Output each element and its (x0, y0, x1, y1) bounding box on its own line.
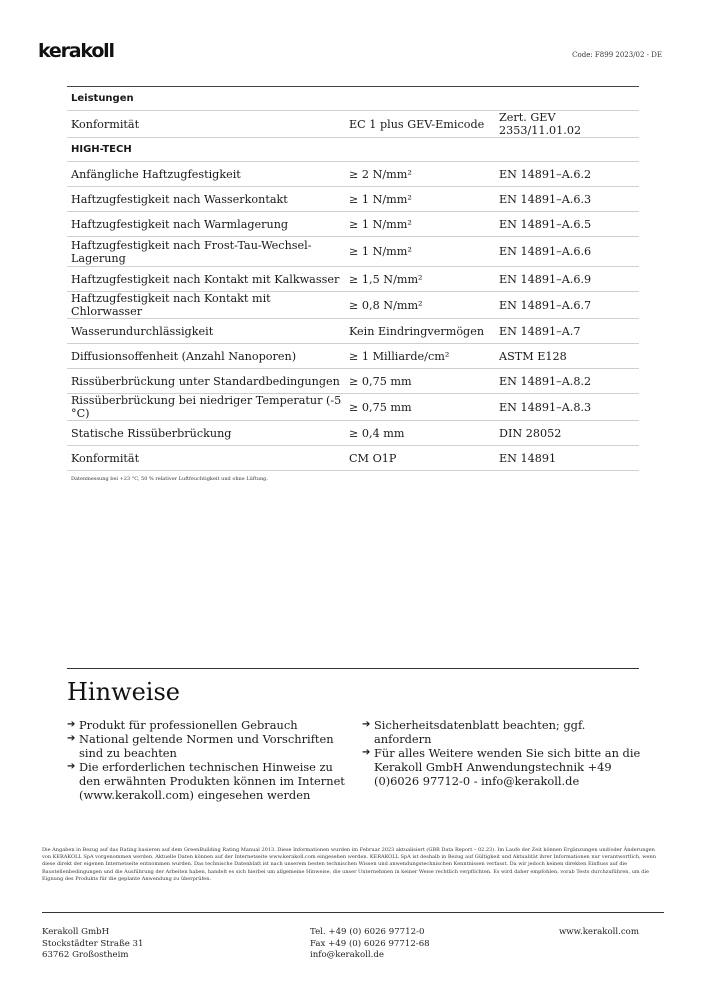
table-row (67, 292, 639, 319)
table-row (67, 267, 639, 292)
section-row-hightech (67, 138, 639, 162)
property-label: Haftzugfestigkeit nach Frost-Tau-Wechsel-Lagerung (67, 237, 345, 267)
property-label: Haftzugfestigkeit nach Warmlagerung (67, 212, 345, 237)
property-value: ≥ 0,8 N/mm² (345, 292, 495, 319)
hinweise-right-column (362, 718, 642, 788)
table-row (67, 369, 639, 394)
property-label: Konformität (67, 446, 345, 471)
section-title-performance: Leistungen (67, 87, 639, 111)
property-value: ≥ 0,75 mm (345, 394, 495, 421)
property-value: Kein Eindringvermögen (345, 319, 495, 344)
property-value: ≥ 1 N/mm² (345, 237, 495, 267)
property-standard: ASTM E128 (495, 344, 639, 369)
footer-email-link[interactable]: info@kerakoll.de (310, 950, 384, 960)
property-label: Haftzugfestigkeit nach Wasserkontakt (67, 187, 345, 212)
table-row (67, 162, 639, 187)
property-standard: EN 14891–A.8.3 (495, 394, 639, 421)
specifications-table (67, 86, 639, 471)
property-value: ≥ 0,4 mm (345, 421, 495, 446)
footer-tel: Tel. +49 (0) 6026 97712-0 (310, 927, 425, 937)
property-label: Statische Rissüberbrückung (67, 421, 345, 446)
property-label: Haftzugfestigkeit nach Kontakt mit Chlorwasser (67, 292, 345, 319)
hinweis-item (67, 760, 352, 802)
property-value: ≥ 0,75 mm (345, 369, 495, 394)
footer-address (42, 927, 143, 962)
property-standard: EN 14891–A.6.6 (495, 237, 639, 267)
hinweis-item (362, 718, 642, 746)
hinweise-left-column (67, 718, 352, 802)
table-row (67, 111, 639, 138)
footer-website-link[interactable]: www.kerakoll.com (558, 927, 639, 937)
arrow-right-icon: ➔ (67, 719, 76, 730)
table-row (67, 319, 639, 344)
table-row (67, 212, 639, 237)
property-standard: EN 14891–A.7 (495, 319, 639, 344)
property-label: Wasserundurchlässigkeit (67, 319, 345, 344)
footer-city: 63762 Großostheim (42, 950, 129, 960)
footer-street: Stockstädter Straße 31 (42, 938, 144, 949)
table-row (67, 187, 639, 212)
table-footnote: Datenmessung bei +23 °C, 50 % relativer Luftfeuchtigkeit und ohne Lüftung. (71, 476, 268, 482)
arrow-right-icon: ➔ (67, 733, 76, 744)
property-standard: Zert. GEV 2353/11.01.02 (495, 111, 639, 138)
property-standard: EN 14891–A.6.7 (495, 292, 639, 319)
property-standard: EN 14891–A.6.3 (495, 187, 639, 212)
arrow-right-icon: ➔ (362, 747, 371, 758)
hinweis-text: Die erforderlichen technischen Hinweise zu den erwähnten Produkten können im Internet (www.kerakoll.com) eingesehen werden (79, 760, 345, 802)
hinweis-text: National geltende Normen und Vorschriften sind zu beachten (79, 732, 334, 760)
footer-company: Kerakoll GmbH (42, 927, 110, 937)
kerakoll-logo: kerakoll (38, 40, 114, 62)
hinweis-text: Produkt für professionellen Gebrauch (79, 718, 298, 732)
hinweis-item (362, 746, 642, 788)
hinweis-item (67, 718, 352, 732)
table-row (67, 394, 639, 421)
property-standard: EN 14891 (495, 446, 639, 471)
footer-fax: Fax +49 (0) 6026 97712-68 (310, 938, 430, 949)
property-label: Haftzugfestigkeit nach Kontakt mit Kalkwasser (67, 267, 345, 292)
footer-web (559, 927, 639, 939)
table-row (67, 344, 639, 369)
footer-contact (310, 927, 430, 962)
property-value: ≥ 1 N/mm² (345, 212, 495, 237)
table-row (67, 237, 639, 267)
section-title-hightech: HIGH-TECH (67, 138, 639, 162)
property-standard: EN 14891–A.6.5 (495, 212, 639, 237)
property-standard: EN 14891–A.6.2 (495, 162, 639, 187)
table-row (67, 446, 639, 471)
hinweise-title: Hinweise (67, 678, 181, 706)
property-standard: DIN 28052 (495, 421, 639, 446)
property-standard: EN 14891–A.6.9 (495, 267, 639, 292)
arrow-right-icon: ➔ (67, 761, 76, 772)
legal-disclaimer: Die Angaben in Bezug auf das Rating basieren auf dem GreenBuilding Rating Manual 2013. Diese Informationen wurden im Februar 2023 aktualisiert (GBR Data Report – 02.23). Im Laufe der Zeit können Ergänzungen und/oder Änderungen von KERAKOLL SpA vorgenommen werden. Aktuelle Daten können auf der Internetseite www.kerakoll.com eingesehen werden. KERAKOLL SpA ist deshalb in Bezug auf Gültigkeit und Aktualität ihrer Informationen nur verantwortlich, wenn diese direkt der eigenen Internetseite entnommen wurden. Das technische Datenblatt ist nach unserem besten technischen Wissen und anwendungstechnischen Kenntnissen verfasst. Da wir jedoch keinen direkten Einfluss auf die Baustellenbedingungen und die Ausführung der Arbeiten haben, handelt es sich hierbei um allgemeine Hinweise, die unser Unternehmen in keiner Weise rechtlich verpflichten. Es wird daher empfohlen, vorab Tests durchzuführen, um die Eignung des Produkts für die geplante Anwendung zu überprüfen. (42, 847, 656, 882)
property-label: Diffusionsoffenheit (Anzahl Nanoporen) (67, 344, 345, 369)
property-value: CM O1P (345, 446, 495, 471)
hinweise-divider (67, 668, 639, 669)
property-label: Anfängliche Haftzugfestigkeit (67, 162, 345, 187)
hinweis-item (67, 732, 352, 760)
property-value: ≥ 2 N/mm² (345, 162, 495, 187)
document-code: Code: F899 2023/02 - DE (572, 51, 662, 59)
property-label: Rissüberbrückung unter Standardbedingungen (67, 369, 345, 394)
arrow-right-icon: ➔ (362, 719, 371, 730)
footer-divider (42, 912, 664, 913)
section-row-performance (67, 87, 639, 111)
table-row (67, 421, 639, 446)
property-value: EC 1 plus GEV-Emicode (345, 111, 495, 138)
property-value: ≥ 1 N/mm² (345, 187, 495, 212)
hinweis-text: Sicherheitsdatenblatt beachten; ggf. anfordern (374, 718, 586, 746)
hinweis-text: Für alles Weitere wenden Sie sich bitte an die Kerakoll GmbH Anwendungstechnik +49 (0)6026 97712-0 - info@kerakoll.de (374, 746, 641, 788)
property-value: ≥ 1,5 N/mm² (345, 267, 495, 292)
property-standard: EN 14891–A.8.2 (495, 369, 639, 394)
property-label: Rissüberbrückung bei niedriger Temperatur (-5 °C) (67, 394, 345, 421)
property-value: ≥ 1 Milliarde/cm² (345, 344, 495, 369)
property-label: Konformität (67, 111, 345, 138)
